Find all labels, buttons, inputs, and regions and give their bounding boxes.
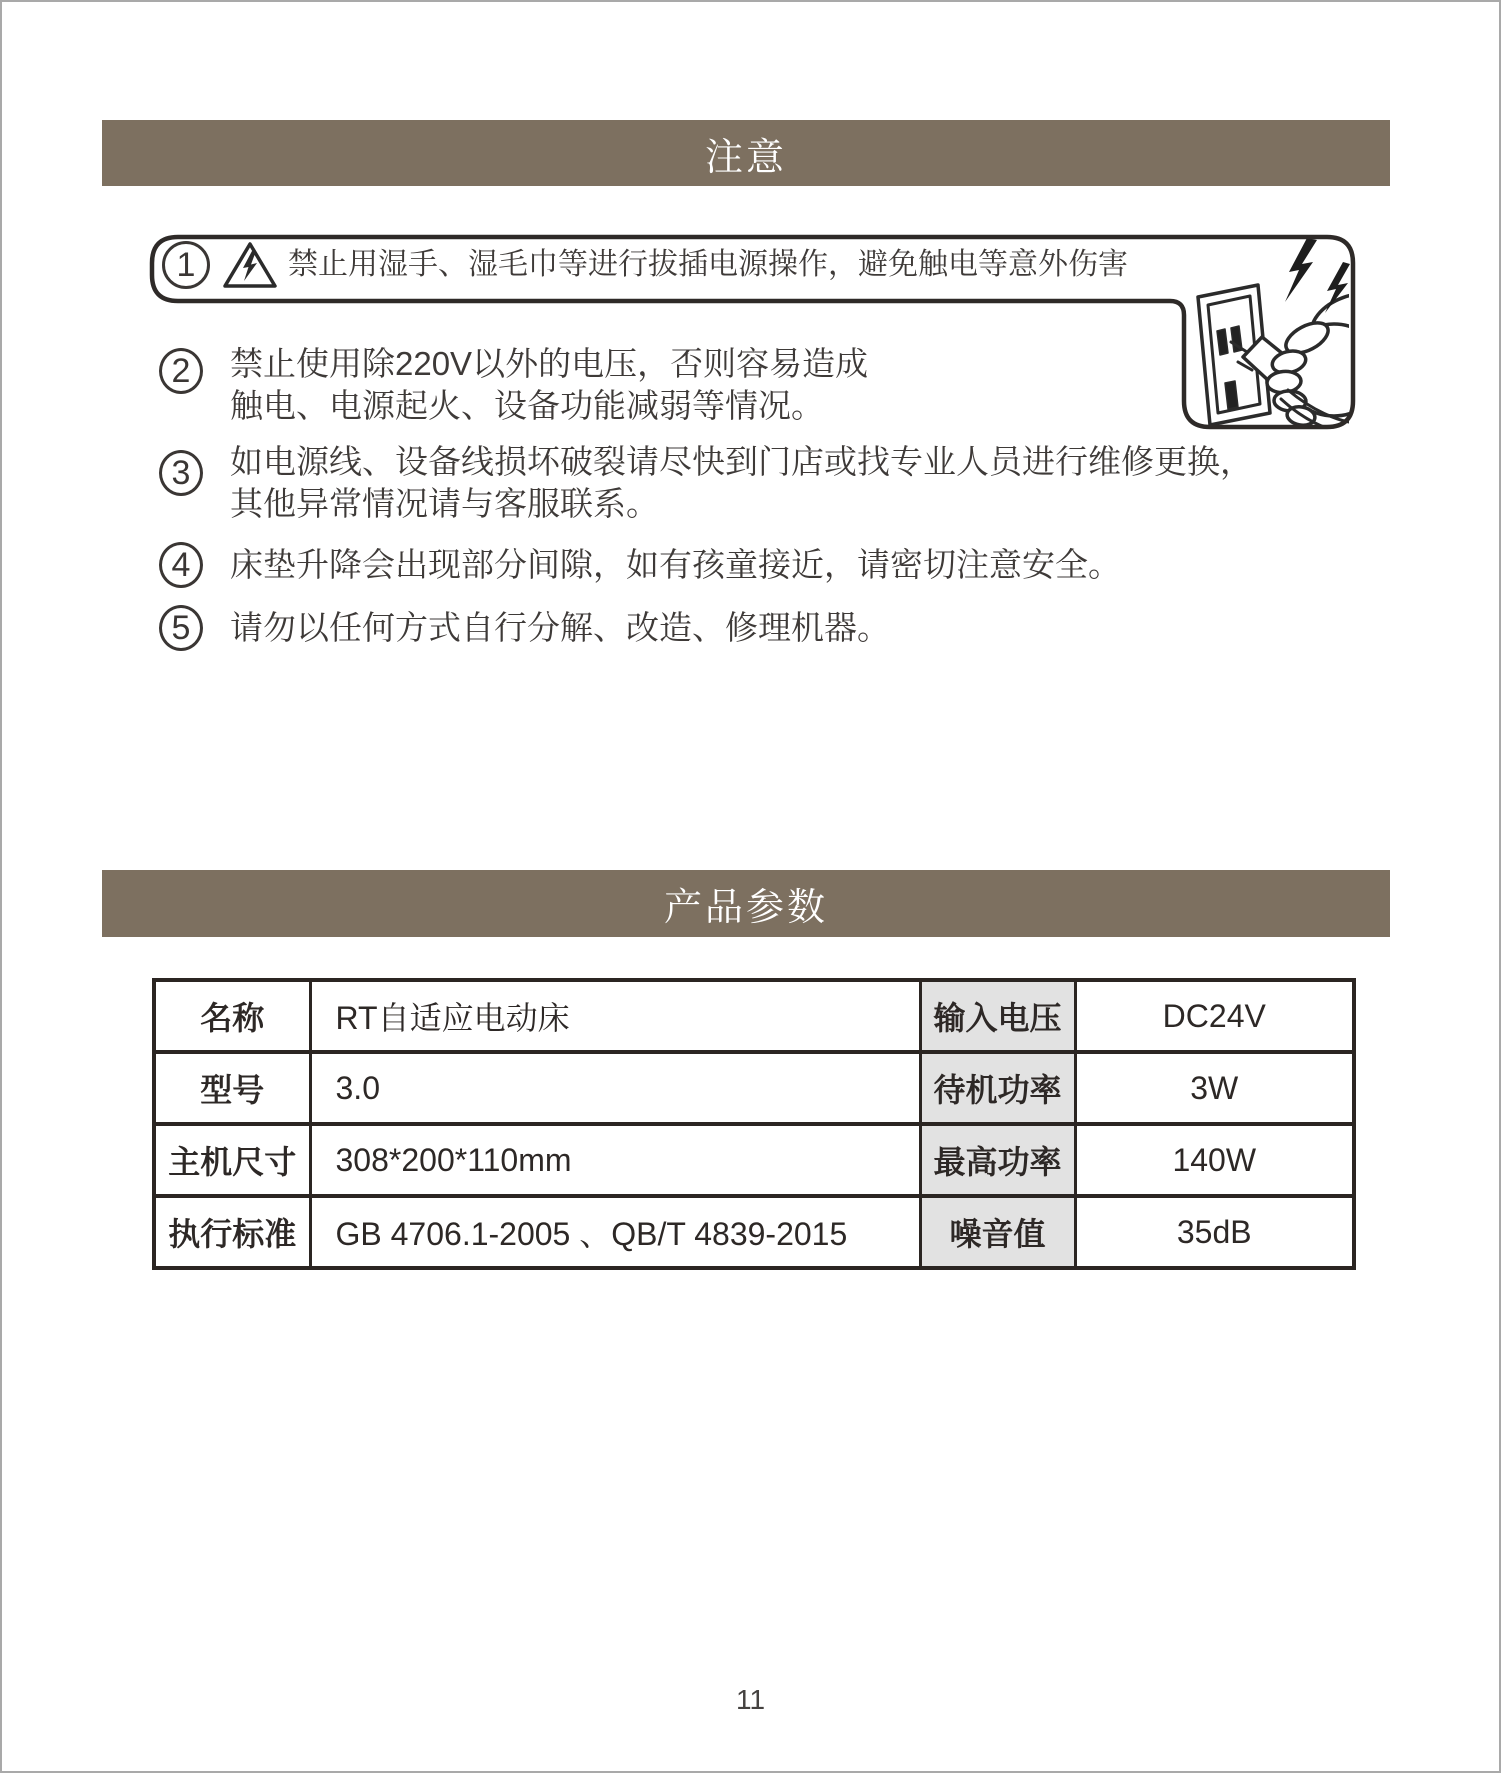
text-line: 床垫升降会出现部分间隙，如有孩童接近，请密切注意安全。	[230, 546, 1121, 583]
spec-value: DC24V	[1075, 980, 1354, 1052]
spec-value: GB 4706.1-2005 、QB/T 4839-2015	[310, 1196, 920, 1268]
circled-number: 4	[171, 545, 191, 584]
spec-label: 输入电压	[920, 980, 1075, 1052]
spec-label: 最高功率	[920, 1124, 1075, 1196]
spec-label: 主机尺寸	[154, 1124, 310, 1196]
specs-table	[152, 978, 1356, 1270]
spec-value: 3W	[1075, 1052, 1354, 1124]
table-row	[154, 980, 1354, 1052]
page-number: 11	[735, 1684, 766, 1715]
table-row	[154, 1196, 1354, 1268]
specs-section-title: 产品参数	[663, 887, 828, 929]
high-voltage-warning-icon	[222, 241, 278, 289]
spec-label: 待机功率	[920, 1052, 1075, 1124]
text-line: 触电、电源起火、设备功能减弱等情况。	[230, 387, 824, 424]
notice-item-1-text: 禁止用湿手、湿毛巾等进行拔插电源操作，避免触电等意外伤害	[288, 248, 1128, 281]
spec-label: 噪音值	[920, 1196, 1075, 1268]
notice-item-3-number	[159, 450, 203, 496]
text-line: 其他异常情况请与客服联系。	[230, 485, 659, 522]
spec-value: 3.0	[310, 1052, 920, 1124]
notice-section-title: 注意	[704, 136, 787, 179]
text-line: 如电源线、设备线损坏破裂请尽快到门店或找专业人员进行维修更换，	[230, 443, 1253, 480]
table-row	[154, 1052, 1354, 1124]
spec-label: 执行标准	[154, 1196, 310, 1268]
notice-item-5-text	[230, 607, 890, 649]
circled-number: 3	[171, 453, 191, 492]
lightning-bolts-icon	[1285, 238, 1350, 313]
notice-item-3-text	[230, 441, 1253, 525]
circled-number: 2	[171, 351, 191, 390]
spec-value: RT自适应电动床	[310, 980, 920, 1052]
text-line: 禁止使用除220V以外的电压，否则容易造成	[230, 345, 869, 382]
notice-item-2-number	[159, 348, 203, 394]
notice-item-4-text	[230, 544, 1121, 586]
spec-label: 名称	[154, 980, 310, 1052]
notice-item-1-number	[162, 241, 210, 289]
spec-value: 308*200*110mm	[310, 1124, 920, 1196]
notice-item-5-number	[159, 605, 203, 651]
spec-value: 35dB	[1075, 1196, 1354, 1268]
notice-section-header	[102, 120, 1390, 186]
power-cord	[1281, 390, 1349, 434]
table-row	[154, 1124, 1354, 1196]
text-line: 请勿以任何方式自行分解、改造、修理机器。	[230, 609, 890, 646]
socket-plug-illustration	[1198, 283, 1400, 434]
specs-section-header	[102, 870, 1390, 937]
notice-item-2-text	[230, 343, 868, 427]
circled-number: 1	[176, 245, 196, 284]
notice-item-4-number	[159, 542, 203, 588]
spec-value: 140W	[1075, 1124, 1354, 1196]
spec-label: 型号	[154, 1052, 310, 1124]
hand-illustration	[1266, 283, 1400, 427]
circled-number: 5	[171, 608, 191, 647]
